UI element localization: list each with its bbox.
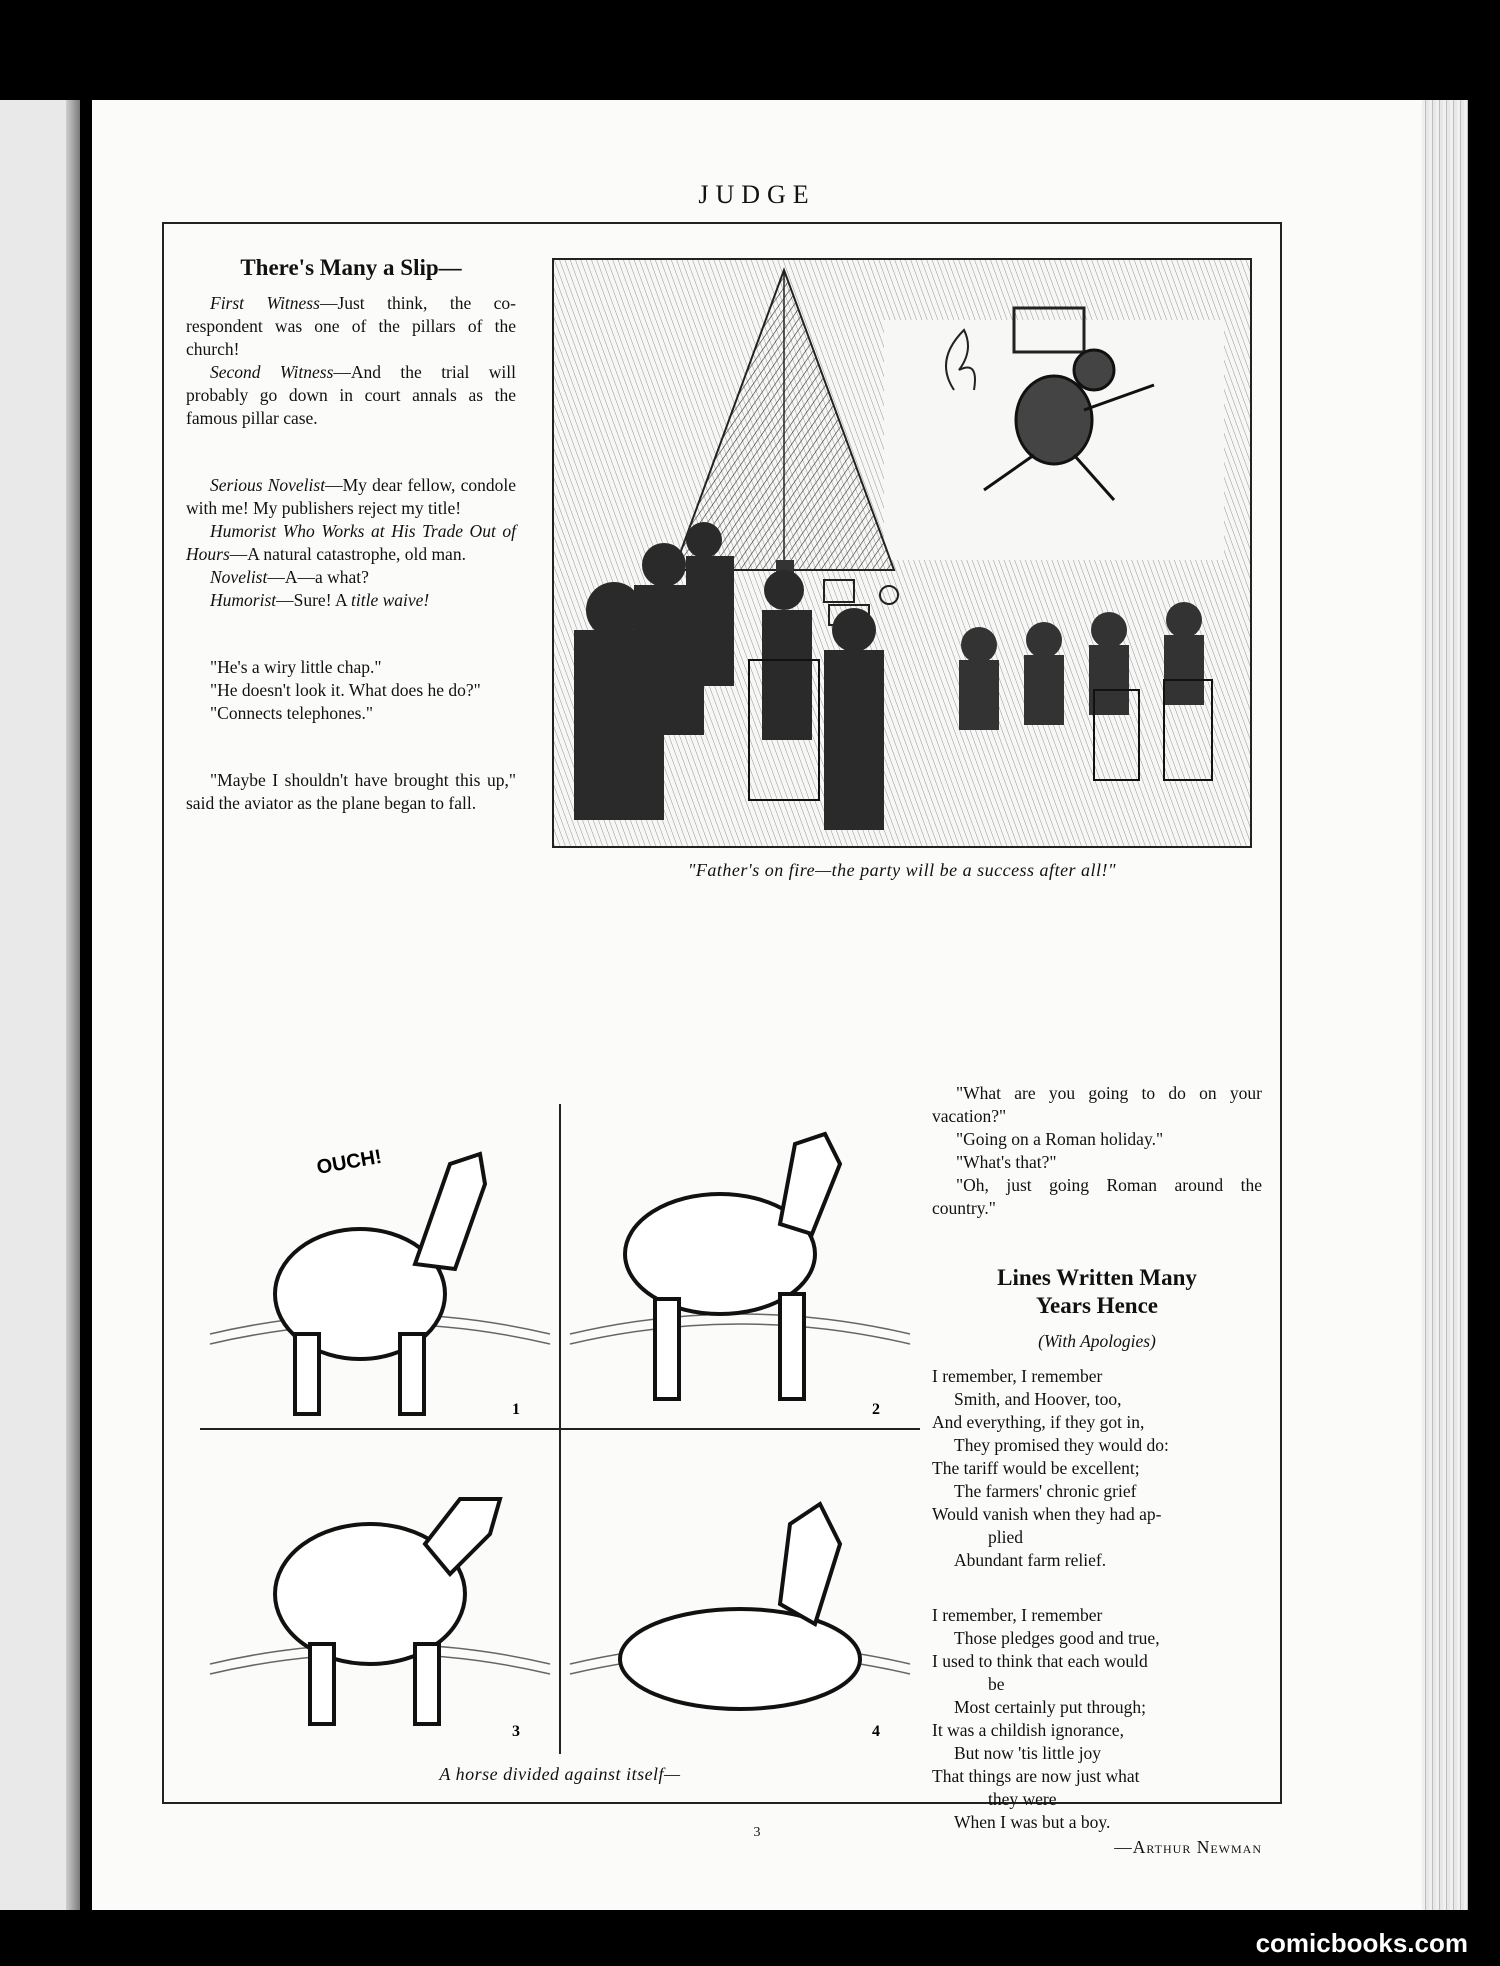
spacer [186, 725, 516, 769]
page-stack-edges [1422, 100, 1468, 1910]
speaker: Humorist [210, 590, 277, 610]
joke2-line3 [186, 566, 516, 589]
poem-author: —Arthur Newman [1114, 1837, 1262, 1857]
poem-line: be [988, 1674, 1005, 1694]
poem-line: I used to think that each would [932, 1651, 1148, 1671]
joke2-line1 [186, 474, 516, 520]
poem-line: That things are now just what [932, 1766, 1140, 1786]
magazine-page [92, 100, 1422, 1910]
spacer [186, 612, 516, 656]
poem-line: Abundant farm relief. [954, 1550, 1107, 1570]
poem-line: they were [988, 1789, 1057, 1809]
horse-cartoon-drawing [200, 1104, 920, 1754]
spacer [186, 430, 516, 474]
pun: title waive! [351, 590, 430, 610]
dialogue: —My dear fellow, condole with me! My publishers reject my title! [186, 475, 516, 518]
joke3-line3: "Connects telephones." [210, 703, 374, 723]
dialogue: —Just think, the co-respondent was one of the pillars of the church! [186, 293, 516, 359]
watermark: comicbooks.com [1255, 1928, 1468, 1958]
christmas-cartoon-drawing [554, 260, 1250, 846]
poem-title-line2: Years Hence [1036, 1293, 1158, 1318]
running-head: JUDGE [698, 180, 816, 209]
poem-line: The tariff would be excellent; [932, 1458, 1140, 1478]
christmas-caption: "Father's on fire—the party will be a success after all!" [687, 860, 1117, 880]
speaker: Humorist Who Works at His Trade Out of Hours [186, 521, 516, 564]
speaker: Novelist [210, 567, 268, 587]
jokes-heading: There's Many a Slip— [240, 255, 462, 280]
dialogue: —Sure! A [276, 590, 351, 610]
joke4: "Maybe I shouldn't have brought this up," said the aviator as the plane began to fall. [186, 770, 516, 813]
poem-line: Would vanish when they had ap- [932, 1504, 1162, 1524]
panel-number: 1 [512, 1401, 520, 1418]
poem-subtitle: (With Apologies) [1038, 1331, 1156, 1351]
joke5-line2: "Going on a Roman holiday." [956, 1129, 1164, 1149]
christmas-cartoon [552, 258, 1252, 848]
joke3-line2: "He doesn't look it. What does he do?" [210, 680, 481, 700]
poem-line: Those pledges good and true, [954, 1628, 1160, 1648]
speaker: Second Witness [210, 362, 334, 382]
joke3-line1: "He's a wiry little chap." [210, 657, 382, 677]
dialogue: —A natural catastrophe, old man. [229, 544, 466, 564]
joke5-line4: "Oh, just going Roman around the country." [932, 1175, 1262, 1218]
joke5-line3: "What's that?" [956, 1152, 1057, 1172]
panel-number: 3 [512, 1723, 520, 1740]
joke1-line2 [186, 361, 516, 430]
poem-line: I remember, I remember [932, 1366, 1103, 1386]
dialogue: —A—a what? [267, 567, 369, 587]
poem [932, 1264, 1262, 1859]
content-frame [162, 222, 1282, 1857]
poem-title-line1: Lines Written Many [997, 1265, 1197, 1290]
poem-stanza-1 [932, 1365, 1262, 1572]
panel-number: 4 [872, 1723, 880, 1740]
poem-line: Most certainly put through; [954, 1697, 1146, 1717]
ouch-label: OUCH! [315, 1145, 384, 1179]
page-gutter [66, 100, 80, 1910]
speaker: Serious Novelist [210, 475, 326, 495]
poem-line: Smith, and Hoover, too, [954, 1389, 1122, 1409]
horse-cartoon [200, 1104, 920, 1754]
poem-line: plied [988, 1527, 1023, 1547]
poem-line: It was a childish ignorance, [932, 1720, 1124, 1740]
joke1-line1 [186, 292, 516, 361]
page-number: 3 [753, 1825, 761, 1840]
panel-number: 2 [872, 1401, 880, 1418]
horse-caption: A horse divided against itself— [439, 1764, 681, 1784]
dialogue: —And the trial will probably go down in court annals as the famous pillar case. [186, 362, 516, 428]
roman-joke [932, 1082, 1262, 1220]
poem-stanza-2 [932, 1604, 1262, 1834]
speaker: First Witness [210, 293, 320, 313]
jokes-column [186, 254, 516, 815]
poem-line: And everything, if they got in, [932, 1412, 1145, 1432]
joke5-line1: "What are you going to do on your vacation?" [932, 1083, 1262, 1126]
poem-line: I remember, I remember [932, 1605, 1103, 1625]
joke2-line4 [186, 589, 516, 612]
poem-line: The farmers' chronic grief [954, 1481, 1137, 1501]
left-page-edge [0, 100, 80, 1910]
joke2-line2 [186, 520, 516, 566]
poem-line: But now 'tis little joy [954, 1743, 1102, 1763]
poem-line: They promised they would do: [954, 1435, 1169, 1455]
poem-line: When I was but a boy. [954, 1812, 1111, 1832]
